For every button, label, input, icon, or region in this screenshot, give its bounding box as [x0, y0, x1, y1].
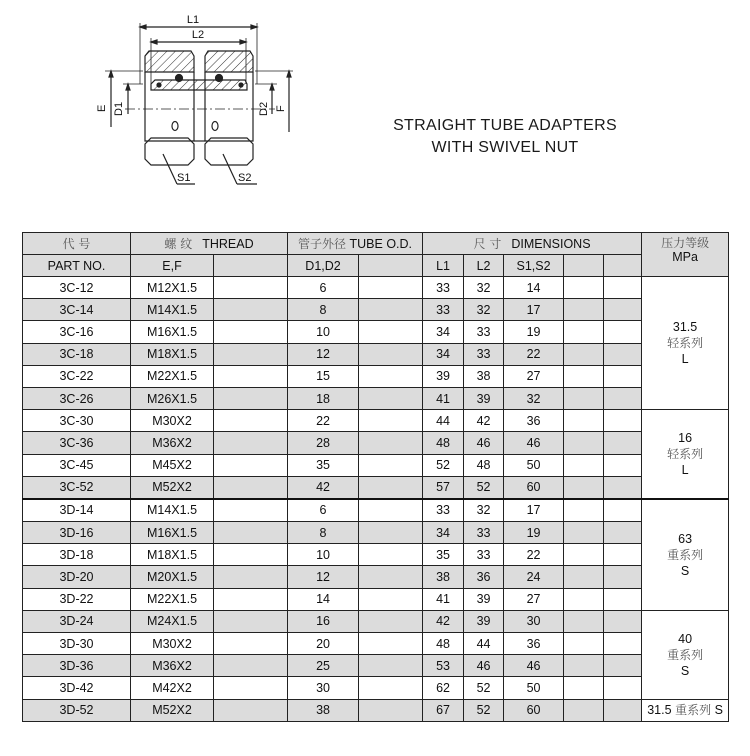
- header-row-2: [23, 255, 729, 277]
- blank-cell: [214, 610, 288, 632]
- s-cell: 32: [504, 387, 564, 409]
- l2-cell: 39: [464, 610, 504, 632]
- label-s1: S1: [177, 172, 191, 184]
- header-tube: 管子外径 TUBE O.D.: [288, 233, 423, 255]
- blank-cell: [359, 633, 423, 655]
- thread-cell: M36X2: [131, 432, 214, 454]
- blank-cell: [359, 432, 423, 454]
- thread-cell: M18X1.5: [131, 544, 214, 566]
- blank-cell: [564, 432, 604, 454]
- blank-cell: [604, 566, 642, 588]
- blank-cell: [564, 566, 604, 588]
- part-no-cell: 3C-26: [23, 387, 131, 409]
- header-part-cn: 代 号: [23, 233, 131, 255]
- tube-od-cell: 15: [288, 365, 359, 387]
- label-e: E: [96, 104, 108, 112]
- l1-cell: 34: [423, 343, 464, 365]
- s-cell: 46: [504, 432, 564, 454]
- l2-cell: 39: [464, 588, 504, 610]
- blank-cell: [359, 476, 423, 499]
- blank-cell: [214, 677, 288, 699]
- l1-cell: 33: [423, 277, 464, 299]
- blank-cell: [359, 277, 423, 299]
- thread-cell: M22X1.5: [131, 588, 214, 610]
- l1-cell: 42: [423, 610, 464, 632]
- l1-cell: 44: [423, 410, 464, 432]
- thread-cell: M42X2: [131, 677, 214, 699]
- table-row: [23, 387, 729, 409]
- thread-cell: M14X1.5: [131, 299, 214, 321]
- header-s: S1,S2: [504, 255, 564, 277]
- part-no-cell: 3D-42: [23, 677, 131, 699]
- thread-cell: M36X2: [131, 655, 214, 677]
- tube-od-cell: 10: [288, 544, 359, 566]
- thread-cell: M24X1.5: [131, 610, 214, 632]
- thread-cell: M20X1.5: [131, 566, 214, 588]
- blank-cell: [359, 655, 423, 677]
- tube-od-cell: 28: [288, 432, 359, 454]
- part-no-cell: 3C-16: [23, 321, 131, 343]
- blank-cell: [604, 410, 642, 432]
- l2-cell: 39: [464, 387, 504, 409]
- thread-cell: M52X2: [131, 699, 214, 721]
- l2-cell: 52: [464, 476, 504, 499]
- blank-cell: [604, 633, 642, 655]
- tube-od-cell: 20: [288, 633, 359, 655]
- part-no-cell: 3C-52: [23, 476, 131, 499]
- blank-cell: [359, 588, 423, 610]
- l1-cell: 67: [423, 699, 464, 721]
- part-no-cell: 3C-45: [23, 454, 131, 476]
- blank-cell: [214, 365, 288, 387]
- l2-cell: 52: [464, 677, 504, 699]
- blank-cell: [564, 588, 604, 610]
- header-tube-d: D1,D2: [288, 255, 359, 277]
- s-cell: 50: [504, 677, 564, 699]
- tube-od-cell: 38: [288, 699, 359, 721]
- spec-table: [22, 232, 729, 722]
- blank-cell: [359, 677, 423, 699]
- l1-cell: 41: [423, 387, 464, 409]
- part-no-cell: 3C-22: [23, 365, 131, 387]
- blank-cell: [214, 522, 288, 544]
- l2-cell: 44: [464, 633, 504, 655]
- s-cell: 27: [504, 588, 564, 610]
- blank-cell: [214, 699, 288, 721]
- thread-cell: M16X1.5: [131, 522, 214, 544]
- tube-od-cell: 42: [288, 476, 359, 499]
- l2-cell: 52: [464, 699, 504, 721]
- part-no-cell: 3D-22: [23, 588, 131, 610]
- l2-cell: 36: [464, 566, 504, 588]
- l2-cell: 46: [464, 655, 504, 677]
- blank-cell: [214, 343, 288, 365]
- blank-cell: [214, 410, 288, 432]
- blank-cell: [604, 277, 642, 299]
- thread-cell: M16X1.5: [131, 321, 214, 343]
- blank-cell: [604, 677, 642, 699]
- blank-cell: [564, 299, 604, 321]
- l2-cell: 48: [464, 454, 504, 476]
- part-no-cell: 3D-24: [23, 610, 131, 632]
- s-cell: 36: [504, 633, 564, 655]
- l1-cell: 38: [423, 566, 464, 588]
- blank-cell: [359, 566, 423, 588]
- l1-cell: 39: [423, 365, 464, 387]
- thread-cell: M26X1.5: [131, 387, 214, 409]
- header-l2: L2: [464, 255, 504, 277]
- blank-cell: [564, 699, 604, 721]
- part-no-cell: 3D-30: [23, 633, 131, 655]
- blank-cell: [604, 476, 642, 499]
- blank-cell: [564, 454, 604, 476]
- blank-cell: [604, 321, 642, 343]
- l2-cell: 33: [464, 522, 504, 544]
- table-row: [23, 321, 729, 343]
- l2-cell: 33: [464, 321, 504, 343]
- blank-cell: [214, 321, 288, 343]
- l2-cell: 32: [464, 499, 504, 522]
- blank-cell: [564, 321, 604, 343]
- l1-cell: 41: [423, 588, 464, 610]
- blank-cell: [604, 655, 642, 677]
- table-row: [23, 522, 729, 544]
- thread-cell: M52X2: [131, 476, 214, 499]
- tube-od-cell: 22: [288, 410, 359, 432]
- blank-cell: [214, 633, 288, 655]
- l1-cell: 34: [423, 321, 464, 343]
- l2-cell: 33: [464, 544, 504, 566]
- blank-cell: [604, 522, 642, 544]
- label-l1: L1: [186, 14, 200, 26]
- l2-cell: 38: [464, 365, 504, 387]
- header-blank: [214, 255, 288, 277]
- part-no-cell: 3C-36: [23, 432, 131, 454]
- l2-cell: 42: [464, 410, 504, 432]
- header-pressure: 压力等级 MPa: [642, 233, 729, 277]
- pressure-group-cell: 31.5 重系列 S: [642, 699, 729, 721]
- s-cell: 24: [504, 566, 564, 588]
- table-row: [23, 655, 729, 677]
- blank-cell: [604, 588, 642, 610]
- blank-cell: [604, 610, 642, 632]
- blank-cell: [359, 321, 423, 343]
- blank-cell: [214, 499, 288, 522]
- l1-cell: 34: [423, 522, 464, 544]
- s-cell: 22: [504, 343, 564, 365]
- l2-cell: 46: [464, 432, 504, 454]
- table-row: [23, 365, 729, 387]
- blank-cell: [359, 544, 423, 566]
- part-no-cell: 3C-12: [23, 277, 131, 299]
- pressure-group-cell: 31.5 轻系列 L: [642, 277, 729, 410]
- header-row-1: [23, 233, 729, 255]
- label-l2: L2: [191, 29, 205, 41]
- blank-cell: [359, 299, 423, 321]
- tube-od-cell: 10: [288, 321, 359, 343]
- part-no-cell: 3C-18: [23, 343, 131, 365]
- thread-cell: M45X2: [131, 454, 214, 476]
- product-title: [360, 115, 650, 159]
- tube-od-cell: 25: [288, 655, 359, 677]
- table-row: [23, 677, 729, 699]
- blank-cell: [604, 387, 642, 409]
- part-no-cell: 3C-30: [23, 410, 131, 432]
- s-cell: 19: [504, 522, 564, 544]
- s-cell: 46: [504, 655, 564, 677]
- l1-cell: 48: [423, 633, 464, 655]
- blank-cell: [604, 544, 642, 566]
- table-row: [23, 454, 729, 476]
- blank-cell: [359, 610, 423, 632]
- s-cell: 30: [504, 610, 564, 632]
- table-row: [23, 610, 729, 632]
- l1-cell: 33: [423, 499, 464, 522]
- blank-cell: [214, 588, 288, 610]
- tube-od-cell: 18: [288, 387, 359, 409]
- blank-cell: [604, 365, 642, 387]
- blank-cell: [564, 365, 604, 387]
- label-f: F: [275, 105, 287, 112]
- part-no-cell: 3D-14: [23, 499, 131, 522]
- pressure-group-cell: 63 重系列 S: [642, 499, 729, 610]
- blank-cell: [604, 499, 642, 522]
- tube-od-cell: 12: [288, 566, 359, 588]
- table-row: [23, 566, 729, 588]
- blank-cell: [359, 522, 423, 544]
- header-thread: 螺 纹 THREAD: [131, 233, 288, 255]
- header-blank: [604, 255, 642, 277]
- header-l1: L1: [423, 255, 464, 277]
- pressure-group-cell: 40 重系列 S: [642, 610, 729, 699]
- part-no-cell: 3D-20: [23, 566, 131, 588]
- blank-cell: [359, 454, 423, 476]
- s-cell: 22: [504, 544, 564, 566]
- table-row: [23, 544, 729, 566]
- label-s2: S2: [238, 172, 252, 184]
- header-dimensions: 尺 寸 DIMENSIONS: [423, 233, 642, 255]
- blank-cell: [214, 299, 288, 321]
- blank-cell: [214, 432, 288, 454]
- fitting-drawing: [95, 4, 295, 189]
- thread-cell: M30X2: [131, 410, 214, 432]
- s-cell: 60: [504, 699, 564, 721]
- part-no-cell: 3D-52: [23, 699, 131, 721]
- part-no-cell: 3D-16: [23, 522, 131, 544]
- table-row: [23, 343, 729, 365]
- s-cell: 19: [504, 321, 564, 343]
- blank-cell: [604, 432, 642, 454]
- header-thread-ef: E,F: [131, 255, 214, 277]
- table-row: [23, 499, 729, 522]
- blank-cell: [604, 299, 642, 321]
- blank-cell: [564, 476, 604, 499]
- s-cell: 17: [504, 299, 564, 321]
- table-row: [23, 277, 729, 299]
- blank-cell: [564, 610, 604, 632]
- blank-cell: [359, 699, 423, 721]
- blank-cell: [214, 454, 288, 476]
- table-row: [23, 432, 729, 454]
- blank-cell: [604, 454, 642, 476]
- l1-cell: 48: [423, 432, 464, 454]
- l2-cell: 33: [464, 343, 504, 365]
- tube-od-cell: 16: [288, 610, 359, 632]
- tube-od-cell: 6: [288, 277, 359, 299]
- blank-cell: [604, 343, 642, 365]
- part-no-cell: 3D-36: [23, 655, 131, 677]
- blank-cell: [564, 343, 604, 365]
- blank-cell: [359, 410, 423, 432]
- s-cell: 50: [504, 454, 564, 476]
- blank-cell: [214, 277, 288, 299]
- table-row: [23, 633, 729, 655]
- l2-cell: 32: [464, 277, 504, 299]
- tube-od-cell: 14: [288, 588, 359, 610]
- header-blank: [359, 255, 423, 277]
- blank-cell: [564, 499, 604, 522]
- tube-od-cell: 30: [288, 677, 359, 699]
- blank-cell: [214, 544, 288, 566]
- l1-cell: 53: [423, 655, 464, 677]
- table-row: [23, 476, 729, 499]
- blank-cell: [564, 544, 604, 566]
- pressure-group-cell: 16 轻系列 L: [642, 410, 729, 499]
- thread-cell: M22X1.5: [131, 365, 214, 387]
- thread-cell: M18X1.5: [131, 343, 214, 365]
- title-line-1: STRAIGHT TUBE ADAPTERS: [393, 117, 617, 134]
- blank-cell: [604, 699, 642, 721]
- s-cell: 60: [504, 476, 564, 499]
- blank-cell: [564, 387, 604, 409]
- blank-cell: [359, 499, 423, 522]
- blank-cell: [214, 476, 288, 499]
- header-part-en: PART NO.: [23, 255, 131, 277]
- blank-cell: [359, 365, 423, 387]
- blank-cell: [564, 655, 604, 677]
- l1-cell: 35: [423, 544, 464, 566]
- s-cell: 14: [504, 277, 564, 299]
- blank-cell: [214, 566, 288, 588]
- table-row: [23, 299, 729, 321]
- blank-cell: [359, 387, 423, 409]
- l1-cell: 62: [423, 677, 464, 699]
- part-no-cell: 3D-18: [23, 544, 131, 566]
- label-d2: D2: [258, 101, 270, 116]
- thread-cell: M14X1.5: [131, 499, 214, 522]
- blank-cell: [564, 677, 604, 699]
- table-row: [23, 410, 729, 432]
- s-cell: 17: [504, 499, 564, 522]
- tube-od-cell: 6: [288, 499, 359, 522]
- thread-cell: M12X1.5: [131, 277, 214, 299]
- tube-od-cell: 12: [288, 343, 359, 365]
- part-no-cell: 3C-14: [23, 299, 131, 321]
- table-row: [23, 588, 729, 610]
- l1-cell: 33: [423, 299, 464, 321]
- table-row: [23, 699, 729, 721]
- blank-cell: [564, 277, 604, 299]
- title-line-2: WITH SWIVEL NUT: [431, 139, 579, 156]
- tube-od-cell: 35: [288, 454, 359, 476]
- blank-cell: [214, 655, 288, 677]
- s-cell: 27: [504, 365, 564, 387]
- tube-od-cell: 8: [288, 299, 359, 321]
- tube-od-cell: 8: [288, 522, 359, 544]
- thread-cell: M30X2: [131, 633, 214, 655]
- label-d1: D1: [113, 101, 125, 116]
- blank-cell: [564, 633, 604, 655]
- l1-cell: 57: [423, 476, 464, 499]
- l1-cell: 52: [423, 454, 464, 476]
- blank-cell: [564, 522, 604, 544]
- blank-cell: [359, 343, 423, 365]
- blank-cell: [564, 410, 604, 432]
- blank-cell: [214, 387, 288, 409]
- l2-cell: 32: [464, 299, 504, 321]
- s-cell: 36: [504, 410, 564, 432]
- header-blank: [564, 255, 604, 277]
